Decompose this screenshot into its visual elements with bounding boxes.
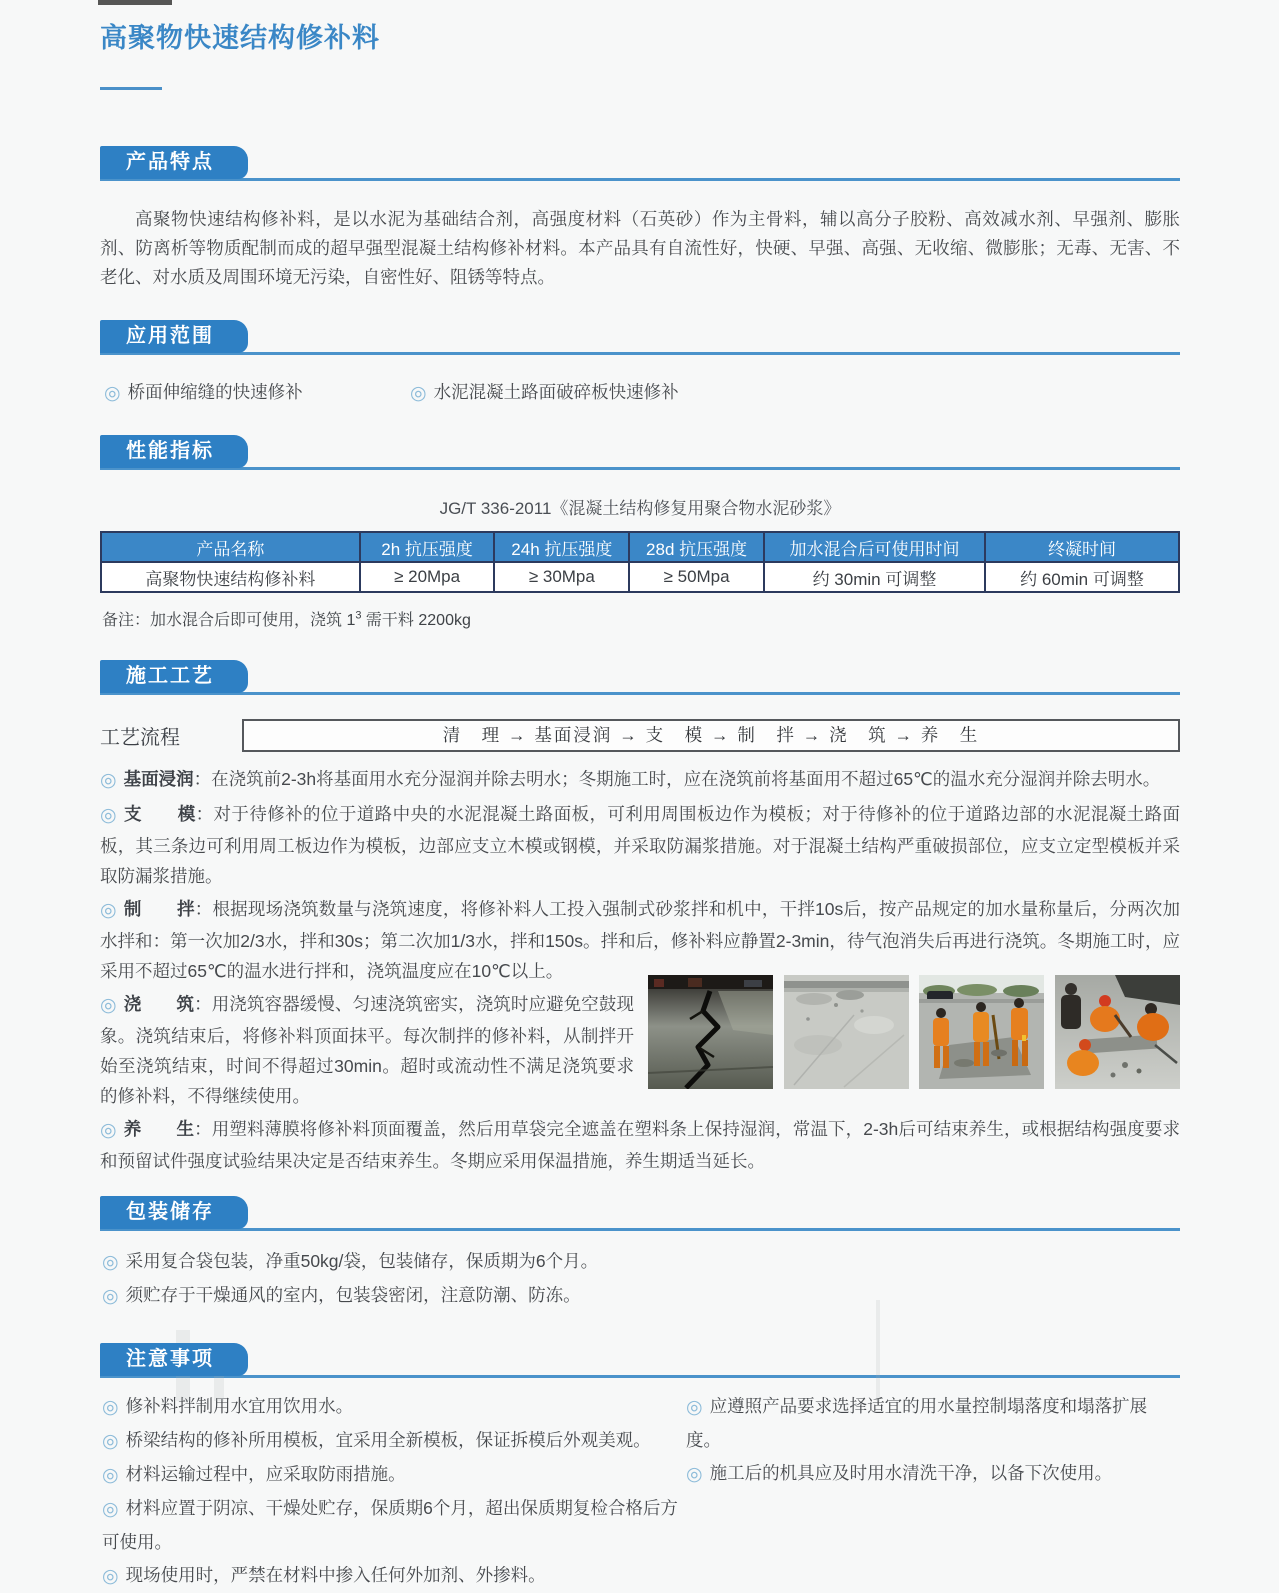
- ring-bullet-icon: ◎: [100, 900, 117, 921]
- page-title: 高聚物快速结构修补料: [100, 23, 380, 53]
- step-text: ：用塑料薄膜将修补料顶面覆盖，然后用草袋完全遮盖在塑料条上保持湿润，常温下，2-3h后可结束养生，或根据结构强度要求和预留试件强度试验结果决定是否结束养生。冬期应采用保温措施，养生期适当延长。: [100, 1119, 1180, 1171]
- table-header-row: [101, 532, 1179, 562]
- list-item: [410, 379, 679, 405]
- application-tab: 应用范围: [100, 320, 248, 353]
- ring-bullet-icon: ◎: [410, 383, 427, 404]
- ring-bullet-icon: ◎: [102, 1566, 119, 1587]
- table-note: 备注：加水混合后即可使用，浇筑 $1^3$ 需干料 2200kg: [102, 609, 471, 629]
- ring-bullet-icon: ◎: [102, 1499, 119, 1520]
- table-cell: ≥ 20Mpa: [360, 562, 495, 592]
- features-tab: 产品特点: [100, 146, 248, 179]
- list-item: [104, 379, 410, 405]
- ring-bullet-icon: ◎: [686, 1464, 703, 1485]
- ring-bullet-icon: ◎: [102, 1431, 119, 1452]
- flow-diagram: 清 理 → 基面浸润 → 支 模 → 制 拌 → 浇 筑 → 养 生: [242, 719, 1180, 752]
- notes-right-column: [686, 1390, 1180, 1593]
- table-cell: ≥ 50Mpa: [629, 562, 764, 592]
- features-paragraph: 高聚物快速结构修补料，是以水泥为基础结合剂，高强度材料（石英砂）作为主骨料，辅以高分子胶粉、高效减水剂、早强剂、膨胀剂、防离析等物质配制而成的超早强型混凝土结构修补材料。本产品具有自流性好，快硬、早强、高强、无收缩、微膨胀；无毒、无害、不老化、对水质及周围环境无污染，自密性好、阻锈等特点。: [100, 209, 1180, 287]
- list-item: [102, 1458, 686, 1492]
- note-item-label: 施工后的机具应及时用水清洗干净，以备下次使用。: [709, 1463, 1113, 1483]
- site-photos: [648, 975, 1180, 1089]
- ring-bullet-icon: ◎: [102, 1465, 119, 1486]
- note-item-label: 材料运输过程中，应采取防雨措施。: [125, 1464, 406, 1484]
- step-text: ：在浇筑前2-3h将基面用水充分湿润并除去明水；冬期施工时，应在浇筑前将基面用不超过65℃的温水充分湿润并除去明水。: [193, 769, 1161, 789]
- table-header-cell: 28d 抗压强度: [629, 532, 764, 562]
- section-header-process: [100, 660, 1180, 693]
- table-header-cell: 2h 抗压强度: [360, 532, 495, 562]
- ring-bullet-icon: ◎: [102, 1252, 119, 1273]
- table-header-cell: 加水混合后可使用时间: [764, 532, 985, 562]
- step-text: ：根据现场浇筑数量与浇筑速度，将修补料人工投入强制式砂浆拌和机中，干拌10s后，按产品规定的加水量称量后，分两次加水拌和：第一次加2/3水，拌和30s；第二次加1/3水，拌和150s。拌和后，修补料应静置2-3min，待气泡消失后再进行浇筑。冬期施工时，应采用不超过65℃的温水进行拌和，浇筑温度应在10℃以上。: [100, 899, 1180, 981]
- process-step: [100, 894, 1180, 986]
- list-item: [102, 1279, 1180, 1313]
- ring-bullet-icon: ◎: [102, 1397, 119, 1418]
- table-cell: 高聚物快速结构修补料: [101, 562, 360, 592]
- process-tab: 施工工艺: [100, 660, 248, 693]
- note-item-label: 材料应置于阴凉、干燥处贮存，保质期6个月，超出保质期复检合格后方可使用。: [102, 1498, 678, 1552]
- ring-bullet-icon: ◎: [100, 770, 117, 791]
- step-title: 养 生: [123, 1119, 195, 1139]
- section-header-application: [100, 320, 1180, 353]
- table-header-cell: 产品名称: [101, 532, 360, 562]
- step-title: 浇 筑: [123, 994, 195, 1014]
- datasheet-page: [100, 0, 1180, 1593]
- step-text: ：对于待修补的位于道路中央的水泥混凝土路面板，可利用周围板边作为模板；对于待修补的位于道路边部的水泥混凝土路面板，其三条边可利用周工板边作为模板，边部应支立木模或钢模，并采取防漏浆措施。对于混凝土结构严重破损部位，应支立定型模板并采取防漏浆措施。: [100, 804, 1180, 886]
- list-item: [102, 1492, 686, 1559]
- ring-bullet-icon: ◎: [100, 1120, 117, 1141]
- packaging-item-label: 采用复合袋包装，净重50kg/袋，包装储存，保质期为6个月。: [125, 1251, 599, 1271]
- table-header-cell: 终凝时间: [985, 532, 1179, 562]
- step-title: 制 拌: [123, 899, 195, 919]
- process-flow: [100, 719, 1180, 752]
- process-step: [100, 799, 1180, 891]
- packaging-item-label: 须贮存于干燥通风的室内，包装袋密闭，注意防潮、防冻。: [125, 1285, 581, 1305]
- table-cell: 约 30min 可调整: [764, 562, 985, 592]
- list-item: [686, 1457, 1180, 1491]
- application-item-label: 桥面伸缩缝的快速修补: [127, 382, 303, 402]
- notes-left-column: [102, 1390, 686, 1593]
- list-item: [102, 1424, 686, 1458]
- step-text: ：用浇筑容器缓慢、匀速浇筑密实，浇筑时应避免空鼓现象。浇筑结束后，将修补料顶面抹平。每次制拌的修补料，从制拌开始至浇筑结束，时间不得超过30min。超时或流动性不满足浇筑要求的修补料，不得继续使用。: [100, 994, 634, 1106]
- photo-patching-closeup: [1055, 975, 1180, 1089]
- note-item-label: 修补料拌制用水宜用饮用水。: [125, 1396, 354, 1416]
- table-cell: ≥ 30Mpa: [494, 562, 629, 592]
- note-item-label: 应遵照产品要求选择适宜的用水量控制塌落度和塌落扩展度。: [686, 1396, 1148, 1450]
- list-item: [102, 1245, 1180, 1279]
- application-item-label: 水泥混凝土路面破碎板快速修补: [433, 382, 679, 402]
- list-item: [686, 1390, 1180, 1457]
- list-item: [102, 1559, 686, 1593]
- flow-label: 工艺流程: [100, 727, 180, 749]
- section-header-performance: [100, 435, 1180, 468]
- ring-bullet-icon: ◎: [100, 995, 117, 1016]
- step-title: 支 模: [123, 804, 196, 824]
- notes-columns: [102, 1390, 1180, 1593]
- photo-spalled-concrete: [784, 975, 909, 1089]
- section-header-notes: [100, 1343, 1180, 1376]
- table-cell: 约 60min 可调整: [985, 562, 1179, 592]
- superscript: 3: [355, 609, 362, 622]
- process-step: [100, 1114, 1180, 1176]
- process-step: [100, 764, 1180, 796]
- ring-bullet-icon: ◎: [102, 1286, 119, 1307]
- scan-ghost-shape: [876, 1300, 880, 1401]
- note-item-label: 现场使用时，严禁在材料中掺入任何外加剂、外掺料。: [125, 1565, 546, 1585]
- section-header-features: [100, 146, 1180, 179]
- standard-reference: JG/T 336-2011《混凝土结构修复用聚合物水泥砂浆》: [439, 499, 841, 518]
- note-item-label: 桥梁结构的修补所用模板，宜采用全新模板，保证拆模后外观美观。: [125, 1430, 651, 1450]
- packaging-tab: 包装储存: [100, 1196, 248, 1229]
- section-header-packaging: [100, 1196, 1180, 1229]
- photo-road-crew: [919, 975, 1044, 1089]
- title-underline: [100, 87, 162, 90]
- packaging-items: [102, 1245, 1180, 1313]
- ring-bullet-icon: ◎: [104, 383, 121, 404]
- process-step: [100, 989, 1180, 1111]
- photo-cracked-pavement: [648, 975, 773, 1089]
- performance-tab: 性能指标: [100, 435, 248, 468]
- table-row: [101, 562, 1179, 592]
- step-title: 基面浸润: [123, 769, 194, 789]
- ring-bullet-icon: ◎: [100, 805, 117, 826]
- performance-table: [100, 531, 1180, 593]
- application-items: [104, 379, 1180, 405]
- table-header-cell: 24h 抗压强度: [494, 532, 629, 562]
- ring-bullet-icon: ◎: [686, 1397, 703, 1418]
- notes-tab: 注意事项: [100, 1343, 248, 1376]
